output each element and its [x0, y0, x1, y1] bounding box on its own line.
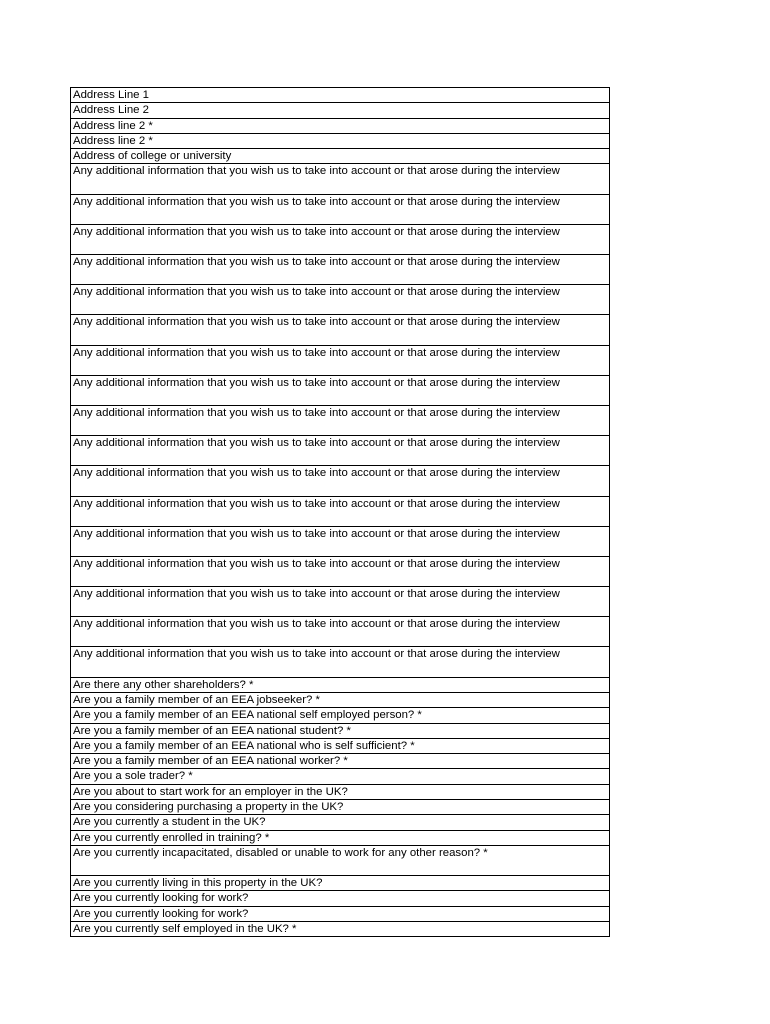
table-row [71, 800, 610, 815]
table-row [71, 815, 610, 830]
table-row [71, 845, 610, 875]
table-row [71, 526, 610, 556]
table-cell: Any additional information that you wish us to take into account or that arose during the interview [71, 315, 610, 345]
table-cell: Any additional information that you wish us to take into account or that arose during the interview [71, 405, 610, 435]
table-row [71, 496, 610, 526]
table-cell: Any additional information that you wish us to take into account or that arose during the interview [71, 164, 610, 194]
table-cell: Are there any other shareholders? * [71, 677, 610, 692]
table-row [71, 830, 610, 845]
table-row [71, 436, 610, 466]
table-cell: Are you about to start work for an employer in the UK? [71, 784, 610, 799]
table-cell: Are you a family member of an EEA national worker? * [71, 754, 610, 769]
table-cell: Are you currently looking for work? [71, 906, 610, 921]
table-row [71, 723, 610, 738]
table-row [71, 587, 610, 617]
table-cell: Are you currently living in this property in the UK? [71, 876, 610, 891]
table-row [71, 133, 610, 148]
table-row [71, 88, 610, 103]
table-row [71, 738, 610, 753]
table-cell: Any additional information that you wish us to take into account or that arose during the interview [71, 436, 610, 466]
table-cell: Are you currently looking for work? [71, 891, 610, 906]
table-cell: Any additional information that you wish us to take into account or that arose during the interview [71, 375, 610, 405]
table-row [71, 315, 610, 345]
table-row [71, 906, 610, 921]
table-cell: Are you considering purchasing a property in the UK? [71, 800, 610, 815]
table-cell: Are you currently enrolled in training? * [71, 830, 610, 845]
table-row [71, 255, 610, 285]
table-row [71, 922, 610, 937]
table-row [71, 118, 610, 133]
table-row [71, 769, 610, 784]
table-row [71, 224, 610, 254]
table-row [71, 647, 610, 677]
table-row [71, 754, 610, 769]
table-cell: Address of college or university [71, 149, 610, 164]
table-cell: Any additional information that you wish us to take into account or that arose during the interview [71, 647, 610, 677]
table-cell: Are you currently self employed in the UK? * [71, 922, 610, 937]
table-cell: Are you a family member of an EEA national who is self sufficient? * [71, 738, 610, 753]
table-row [71, 556, 610, 586]
table-row [71, 784, 610, 799]
table-cell: Address line 2 * [71, 118, 610, 133]
table-row [71, 405, 610, 435]
table-cell: Any additional information that you wish us to take into account or that arose during the interview [71, 255, 610, 285]
table-cell: Any additional information that you wish us to take into account or that arose during the interview [71, 556, 610, 586]
table-cell: Are you currently incapacitated, disabled or unable to work for any other reason? * [71, 845, 610, 875]
table-cell: Are you currently a student in the UK? [71, 815, 610, 830]
table-cell: Any additional information that you wish us to take into account or that arose during the interview [71, 466, 610, 496]
table-cell: Address line 2 * [71, 133, 610, 148]
table-row [71, 708, 610, 723]
table-row [71, 677, 610, 692]
table-row [71, 466, 610, 496]
table-row [71, 617, 610, 647]
table-cell: Any additional information that you wish us to take into account or that arose during the interview [71, 285, 610, 315]
table-row [71, 375, 610, 405]
table-row [71, 876, 610, 891]
table-cell: Are you a family member of an EEA national student? * [71, 723, 610, 738]
table-cell: Any additional information that you wish us to take into account or that arose during the interview [71, 526, 610, 556]
table-row [71, 891, 610, 906]
question-table-body [71, 88, 610, 937]
table-row [71, 692, 610, 707]
table-row [71, 103, 610, 118]
table-row [71, 194, 610, 224]
table-row [71, 164, 610, 194]
table-cell: Address Line 2 [71, 103, 610, 118]
table-cell: Any additional information that you wish us to take into account or that arose during the interview [71, 587, 610, 617]
question-table [70, 87, 610, 937]
table-cell: Are you a family member of an EEA national self employed person? * [71, 708, 610, 723]
table-row [71, 285, 610, 315]
table-cell: Any additional information that you wish us to take into account or that arose during the interview [71, 496, 610, 526]
table-cell: Any additional information that you wish us to take into account or that arose during the interview [71, 194, 610, 224]
table-row [71, 149, 610, 164]
table-cell: Any additional information that you wish us to take into account or that arose during the interview [71, 224, 610, 254]
table-cell: Any additional information that you wish us to take into account or that arose during the interview [71, 345, 610, 375]
table-cell: Any additional information that you wish us to take into account or that arose during the interview [71, 617, 610, 647]
table-cell: Are you a family member of an EEA jobseeker? * [71, 692, 610, 707]
table-row [71, 345, 610, 375]
table-cell: Are you a sole trader? * [71, 769, 610, 784]
table-cell: Address Line 1 [71, 88, 610, 103]
